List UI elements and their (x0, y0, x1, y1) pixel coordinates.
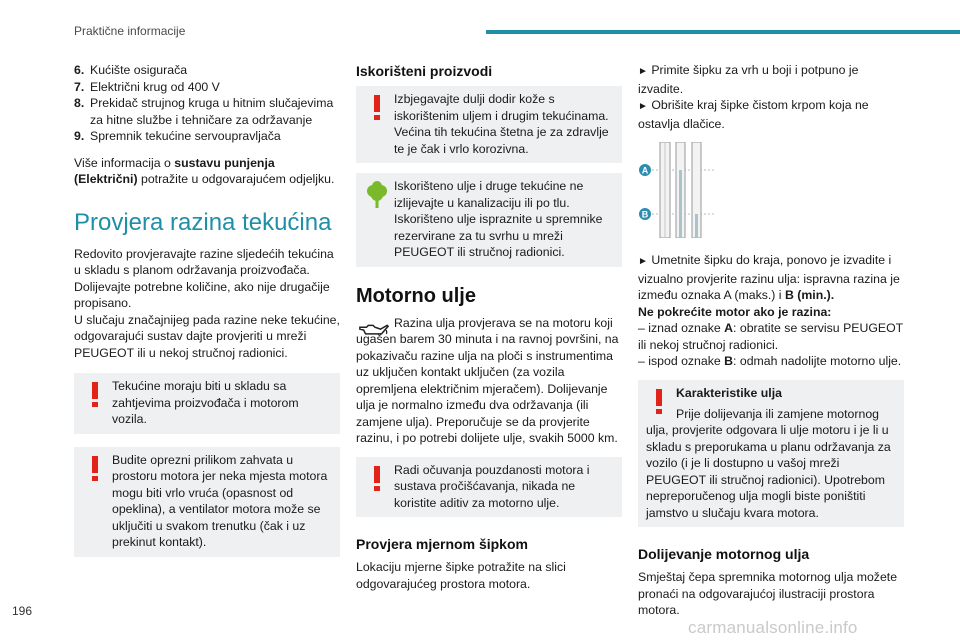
oil-paragraph: Razina ulja provjerava se na motoru koji ugašen barem 30 minuta i na ravnoj površini, na pokazivaču razine ulja na ploči s instrumentima uz uključen kontakt uključen (za vozila opremljena električnim mjeračem). Dolijevanje ulja je normalno između dva održavanja (ili zamjene ulja). Preporučuje se da provjerite razinu, i po potrebi dolijete ulje, svakih 5000 km. (356, 315, 619, 445)
dipstick-title: Provjera mjernom šipkom (356, 536, 528, 552)
column-right (638, 62, 904, 619)
intro-text-2: U slučaju značajnijeg pada razine neke tekućine, odgovarajući sustav dajte provjeriti u mreži PEUGEOT ili u nekoj stručnoj radionici. (74, 312, 340, 360)
tree-icon (364, 181, 390, 211)
exclamation-icon (366, 92, 388, 122)
header-accent-bar (486, 30, 960, 34)
exclamation-icon (648, 386, 670, 416)
page-number: 196 (12, 604, 33, 618)
column-middle (356, 62, 622, 592)
used-products-title: Iskorišteni proizvodi (356, 63, 493, 79)
dash-item-1: – iznad oznake A: obratite se servisu PEUGEOT ili nekoj stručnoj radionici. (638, 321, 903, 352)
step-3: ► Umetnite šipku do kraja, ponovo je izvadite i vizualno provjerite razinu ulja: ispravna razina je između oznaka A (maks.) i B (min.). (638, 253, 900, 302)
watermark: carmanualsonline.info (688, 618, 858, 637)
label-b: B (641, 209, 649, 220)
exclamation-icon (84, 379, 106, 409)
dash-item-2: – ispod oznake B: odmah nadolijte motorno ulje. (638, 354, 902, 368)
list-item: 7. Električni krug od 400 V (74, 79, 220, 94)
fuse-list (74, 62, 340, 145)
exclamation-icon (84, 453, 106, 483)
triangle-right-icon: ► (638, 256, 648, 267)
more-info-text: Više informacija o sustavu punjenja (Električni) potražite u odgovarajućem odjeljku. (74, 155, 335, 186)
list-item: 8. Prekidač strujnog kruga u hitnim slučajevima za hitne službe i tehničare za održavanje (74, 96, 334, 127)
header-title: Praktične informacije (74, 24, 186, 38)
topup-text: Smještaj čepa spremnika motornog ulja možete pronaći na odgovarajućoj ilustraciji prostora motora. (638, 570, 898, 617)
triangle-right-icon: ► (638, 66, 648, 77)
dipstick-text: Lokaciju mjerne šipke potražite na slici odgovarajućeg prostora motora. (356, 560, 566, 591)
warning-note: Tekućine moraju biti u skladu sa zahtjevima proizvođača i motorom vozila. (74, 373, 340, 434)
intro-text: Redovito provjeravajte razine sljedećih tekućina u skladu s planom održavanja proizvođača. Dolijevajte potrebne količine, ako nije drugačije propisano. (74, 246, 334, 310)
step-2: ► Obrišite kraj šipke čistom krpom koja ne ostavlja dlačice. (638, 98, 869, 131)
list-item: 9. Spremnik tekućine servoupravljača (74, 129, 281, 143)
label-a: A (641, 165, 649, 176)
warning-note: Budite oprezni prilikom zahvata u prostoru motora jer neka mjesta motora mogu biti vrlo vruća (opasnost od opeklina), a ventilator motora može se uključiti u svakom trenutku (čak i uz prekinut kontakt). (74, 447, 340, 557)
topup-title: Dolijevanje motornog ulja (638, 546, 810, 562)
section-title: Provjera razina tekućina (74, 208, 332, 236)
triangle-right-icon: ► (638, 101, 648, 112)
spec-text: Prije dolijevanja ili zamjene motornog ulja, provjerite odgovara li ulje motoru i je li u skladu s preporukama u planu održavanja za vozilo (i je li dostupno u vašoj mreži PEUGEOT ili stručnoj radionici). Upotrebom nepreporučenog ulja mogli biste poništiti jamstvo u slučaju kvara motora. (646, 406, 891, 520)
warning-note: Karakteristike ulja Prije dolijevanja ili zamjene motornog ulja, provjerite odgovara li ulje motoru i je li u skladu s preporukama u planu održavanja za vozilo (i je li dostupno u vašoj mreži PEUGEOT ili stručnoj radionici). Upotrebom nepreporučenog ulja mogli biste poništiti jamstvo u slučaju kvara motora. (638, 380, 904, 528)
oil-can-icon (358, 321, 390, 341)
column-left (74, 62, 340, 557)
list-item: 6. Kućište osigurača (74, 63, 188, 77)
eco-note: Iskorišteno ulje i druge tekućine ne izlijevajte u kanalizaciju ili po tlu. Iskorišteno ulje ispraznite u spremnike rezervirane za tu svrhu u mreži PEUGEOT ili stručnoj radionici. (356, 173, 622, 267)
warning-note: Izbjegavajte dulji dodir kože s iskorištenim uljem i drugim tekućinama. Većina tih tekućina štetna je za zdravlje te je čak i vrlo korozivna. (356, 86, 622, 163)
exclamation-icon (366, 463, 388, 493)
warning-note: Radi očuvanja pouzdanosti motora i sustava pročišćavanja, nikada ne koristite aditiv za motorno ulje. (356, 457, 622, 518)
step-1: ► Primite šipku za vrh u boji i potpuno je izvadite. (638, 63, 859, 96)
engine-oil-title: Motorno ulje (356, 284, 476, 307)
dont-start-text: Ne pokrećite motor ako je razina: (638, 304, 832, 319)
dipstick-illustration (638, 142, 718, 238)
